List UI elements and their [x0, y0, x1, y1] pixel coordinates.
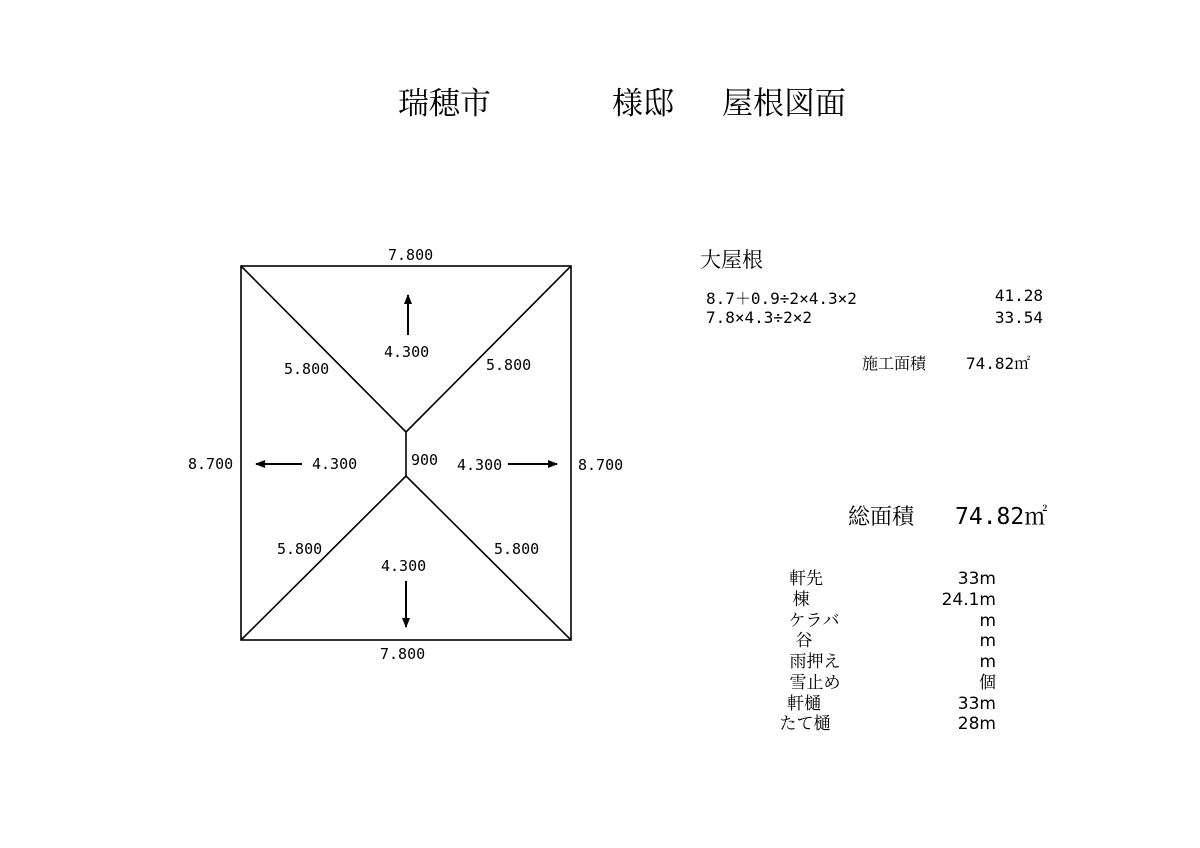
hip-line-top-right: [406, 266, 571, 432]
title-city: 瑞穂市: [398, 86, 491, 122]
material-value-flashing: m: [979, 652, 996, 672]
material-value-downspout: 28m: [957, 714, 996, 734]
dim-slope-bottom: 4.300: [381, 557, 427, 575]
construction-area-label: 施工面積: [862, 354, 927, 373]
material-name-snow-guard: 雪止め: [789, 673, 841, 693]
dim-ridge: 900: [411, 451, 439, 469]
dim-slope-top: 4.300: [384, 343, 430, 361]
total-area-value: 74.82㎡: [955, 504, 1048, 530]
material-value-ridge: 24.1m: [941, 590, 996, 610]
dim-hip-bottom-left: 5.800: [277, 540, 323, 558]
dim-hip-top-right: 5.800: [486, 356, 532, 374]
calc-value-2: 33.54: [994, 308, 1043, 327]
dim-left-edge: 8.700: [188, 455, 234, 473]
calc-formula-1: 8.7＋0.9÷2×4.3×2: [706, 289, 857, 308]
material-name-flashing: 雨押え: [789, 652, 841, 672]
material-value-snow-guard: 個: [979, 673, 996, 693]
calc-value-1: 41.28: [994, 286, 1043, 305]
dim-slope-left: 4.300: [312, 455, 358, 473]
material-name-valley: 谷: [795, 631, 813, 651]
material-value-verge: m: [979, 611, 996, 631]
material-value-eaves: 33m: [957, 569, 996, 589]
dim-top-edge: 7.800: [388, 246, 434, 264]
material-name-ridge: 棟: [792, 590, 810, 610]
dim-hip-top-left: 5.800: [284, 360, 330, 378]
material-value-valley: m: [979, 631, 996, 651]
dim-right-edge: 8.700: [578, 456, 624, 474]
dim-slope-right: 4.300: [457, 456, 503, 474]
total-area-label: 総面積: [848, 505, 915, 530]
material-name-downspout: たて樋: [779, 714, 831, 734]
material-name-verge: ケラバ: [788, 611, 840, 631]
calc-formula-2: 7.8×4.3÷2×2: [706, 308, 812, 327]
material-value-gutter: 33m: [957, 694, 996, 714]
hip-line-top-left: [241, 266, 406, 432]
material-name-gutter: 軒樋: [787, 694, 821, 714]
dim-hip-bottom-right: 5.800: [494, 540, 540, 558]
dim-bottom-edge: 7.800: [380, 645, 426, 663]
title-residence: 様邸: [612, 86, 674, 122]
hip-line-bottom-right: [406, 476, 571, 640]
calc-heading: 大屋根: [700, 248, 763, 272]
title-drawing: 屋根図面: [722, 86, 846, 122]
material-name-eaves: 軒先: [789, 569, 823, 589]
construction-area-value: 74.82㎡: [966, 354, 1031, 373]
